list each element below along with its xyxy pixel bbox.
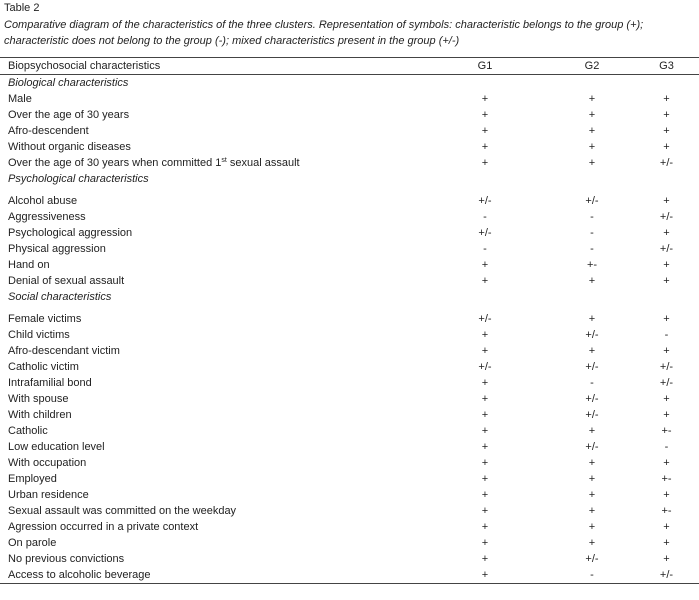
cell-g3: +/-	[659, 377, 674, 389]
cell-g3: +	[663, 109, 670, 121]
row-label-text: Female victims	[8, 313, 82, 325]
section-heading-row	[0, 289, 699, 311]
row-label-superscript: st	[221, 157, 227, 164]
cell-g1: +	[481, 93, 489, 105]
cell-g3: +	[663, 553, 670, 565]
cell-g1: +	[481, 125, 489, 137]
row-label-text: Employed	[8, 473, 57, 485]
cell-g1: +	[481, 345, 489, 357]
row-label-text: On parole	[8, 537, 57, 549]
cell-g1: -	[483, 211, 487, 223]
cell-g3: +	[663, 537, 670, 549]
row-label	[0, 567, 420, 583]
cell-g3: +	[663, 259, 670, 271]
row-label	[0, 311, 420, 327]
cell-g2: +	[588, 157, 596, 169]
row-label-text: Access to alcoholic beverage	[8, 569, 151, 581]
row-label-text: Child victims	[8, 329, 70, 341]
cell-g3: +	[663, 275, 670, 287]
cell-g1: +	[481, 329, 489, 341]
header-g3: G3	[659, 60, 674, 72]
section-title: Biological characteristics	[8, 77, 129, 89]
cell-g2: +	[588, 345, 596, 357]
cell-g3: +	[663, 227, 670, 239]
cell-g1: +/-	[478, 195, 492, 207]
table-row	[0, 343, 699, 359]
cell-g3: +/-	[659, 569, 674, 581]
table-row	[0, 487, 699, 503]
row-label-text: Agression occurred in a private context	[8, 521, 199, 533]
cell-g3: +/-	[659, 243, 674, 255]
row-label-tail: sexual assault	[226, 157, 300, 169]
row-label-text: With spouse	[8, 393, 69, 405]
cell-g2: -	[590, 227, 594, 239]
table-row	[0, 519, 699, 535]
row-label	[0, 91, 420, 107]
cell-g1: +	[481, 275, 489, 287]
cell-g2: +/-	[585, 195, 599, 207]
cell-g1: +	[481, 425, 489, 437]
cell-g2: +	[588, 275, 596, 287]
table-row	[0, 551, 699, 567]
cell-g3: +	[663, 345, 670, 357]
cell-g1: +	[481, 377, 489, 389]
cell-g2: +	[588, 109, 596, 121]
cell-g1: +/-	[478, 313, 492, 325]
cell-g3: +	[663, 141, 670, 153]
cell-g3: +/-	[659, 157, 674, 169]
characteristics-table	[0, 57, 699, 584]
cell-g3: +/-	[659, 211, 674, 223]
row-label	[0, 343, 420, 359]
row-label-text: Afro-descendent	[8, 125, 89, 137]
cell-g2: -	[590, 243, 594, 255]
cell-g2: +	[588, 141, 596, 153]
cell-g3: +	[663, 195, 670, 207]
header-label: Biopsychosocial characteristics	[8, 60, 161, 72]
cell-g3: +-	[661, 473, 672, 485]
table-row	[0, 257, 699, 273]
row-label-text: Without organic diseases	[8, 141, 131, 153]
section-title: Social characteristics	[8, 291, 112, 303]
table-header-row	[0, 58, 699, 75]
row-label-text: Afro-descendant victim	[8, 345, 120, 357]
row-label	[0, 391, 420, 407]
header-g1: G1	[477, 60, 493, 72]
cell-g2: -	[590, 211, 594, 223]
table-row	[0, 209, 699, 225]
table-row	[0, 503, 699, 519]
cell-g1: +	[481, 505, 489, 517]
table-row	[0, 423, 699, 439]
row-label	[0, 455, 420, 471]
row-label-text: Male	[8, 93, 32, 105]
cell-g2: +	[588, 313, 596, 325]
header-g2: G2	[584, 60, 600, 72]
cell-g1: +	[481, 441, 489, 453]
row-label-text: Intrafamilial bond	[8, 377, 92, 389]
cell-g3: +	[663, 489, 670, 501]
row-label	[0, 225, 420, 241]
row-label	[0, 241, 420, 257]
cell-g1: +	[481, 259, 489, 271]
row-label-text: Catholic	[8, 425, 48, 437]
table-row	[0, 359, 699, 375]
row-label	[0, 471, 420, 487]
table-row	[0, 241, 699, 257]
row-label	[0, 375, 420, 391]
cell-g1: +	[481, 521, 489, 533]
section-title: Psychological characteristics	[8, 173, 149, 185]
cell-g2: +/-	[585, 409, 599, 421]
row-label	[0, 327, 420, 343]
cell-g3: +	[663, 93, 670, 105]
table-row	[0, 471, 699, 487]
cell-g2: +	[588, 537, 596, 549]
row-label	[0, 551, 420, 567]
row-label-text: No previous convictions	[8, 553, 125, 565]
cell-g3: +	[663, 457, 670, 469]
table-row	[0, 311, 699, 327]
row-label-text: Alcohol abuse	[8, 195, 78, 207]
cell-g2: +	[588, 505, 596, 517]
table-row	[0, 407, 699, 423]
cell-g3: +/-	[659, 361, 674, 373]
table-row	[0, 375, 699, 391]
table-row	[0, 567, 699, 583]
row-label-text: Denial of sexual assault	[8, 275, 125, 287]
table-row	[0, 535, 699, 551]
cell-g3: +	[663, 409, 670, 421]
cell-g1: +	[481, 393, 489, 405]
cell-g2: +/-	[585, 361, 599, 373]
row-label	[0, 273, 420, 289]
table-row	[0, 107, 699, 123]
row-label	[0, 423, 420, 439]
row-label	[0, 407, 420, 423]
table-body	[0, 75, 699, 583]
cell-g2: +	[588, 93, 596, 105]
cell-g2: -	[590, 569, 594, 581]
table	[0, 58, 699, 583]
row-label-text: Aggressiveness	[8, 211, 86, 223]
cell-g1: +	[481, 473, 489, 485]
row-label-text: Catholic victim	[8, 361, 79, 373]
cell-g2: +/-	[585, 553, 599, 565]
table-row	[0, 455, 699, 471]
cell-g1: +/-	[478, 361, 492, 373]
row-label-text: With children	[8, 409, 72, 421]
cell-g2: +/-	[585, 393, 599, 405]
row-label	[0, 139, 420, 155]
section-heading-row	[0, 171, 699, 193]
table-row	[0, 123, 699, 139]
table-row	[0, 439, 699, 455]
table-row	[0, 225, 699, 241]
row-label-text: Over the age of 30 years	[8, 109, 130, 121]
table-label: Table 2	[4, 2, 40, 14]
cell-g1: +	[481, 141, 489, 153]
table-row	[0, 91, 699, 107]
cell-g1: +	[481, 537, 489, 549]
cell-g1: +	[481, 157, 489, 169]
cell-g1: -	[483, 243, 487, 255]
row-label	[0, 503, 420, 519]
row-label-text: Urban residence	[8, 489, 89, 501]
row-label	[0, 193, 420, 209]
row-label-text: Sexual assault was committed on the weekday	[8, 505, 237, 517]
row-label	[0, 155, 420, 171]
cell-g2: +	[588, 425, 596, 437]
cell-g1: +	[481, 569, 489, 581]
row-label	[0, 123, 420, 139]
table-row	[0, 155, 699, 171]
table-row	[0, 273, 699, 289]
cell-g1: +	[481, 457, 489, 469]
cell-g2: +	[588, 473, 596, 485]
cell-g1: +	[481, 553, 489, 565]
row-label	[0, 487, 420, 503]
row-label	[0, 359, 420, 375]
cell-g2: +/-	[585, 441, 599, 453]
row-label-text: Low education level	[8, 441, 105, 453]
cell-g2: -	[590, 377, 594, 389]
row-label	[0, 519, 420, 535]
row-label	[0, 439, 420, 455]
cell-g3: +	[663, 393, 670, 405]
row-label-text: Psychological aggression	[8, 227, 133, 239]
row-label-text: Hand on	[8, 259, 50, 271]
table-row	[0, 193, 699, 209]
row-label-text: Over the age of 30 years when committed 1	[8, 157, 222, 169]
table-row	[0, 391, 699, 407]
table-row	[0, 139, 699, 155]
row-label	[0, 257, 420, 273]
row-label	[0, 535, 420, 551]
section-heading-row	[0, 75, 699, 91]
cell-g2: +/-	[585, 329, 599, 341]
table-caption: Comparative diagram of the characteristics of the three clusters. Representation of symbols: characteristic belongs to the group (+); characteristic does not belong to the group (-); mixed characteristics present in the group (+/-)	[4, 19, 644, 47]
cell-g3: +	[663, 521, 670, 533]
cell-g2: +	[588, 457, 596, 469]
cell-g1: +	[481, 109, 489, 121]
cell-g3: -	[664, 441, 669, 453]
cell-g1: +	[481, 409, 489, 421]
cell-g3: +	[663, 313, 670, 325]
cell-g3: -	[664, 329, 669, 341]
row-label-text: Physical aggression	[8, 243, 106, 255]
cell-g1: +/-	[478, 227, 492, 239]
row-label	[0, 107, 420, 123]
cell-g2: +-	[586, 259, 598, 271]
bottom-rule	[0, 583, 699, 584]
row-label-text: With occupation	[8, 457, 87, 469]
cell-g3: +-	[661, 425, 672, 437]
cell-g2: +	[588, 489, 596, 501]
cell-g2: +	[588, 521, 596, 533]
row-label	[0, 209, 420, 225]
cell-g1: +	[481, 489, 489, 501]
cell-g3: +-	[661, 505, 672, 517]
table-row	[0, 327, 699, 343]
cell-g3: +	[663, 125, 670, 137]
cell-g2: +	[588, 125, 596, 137]
